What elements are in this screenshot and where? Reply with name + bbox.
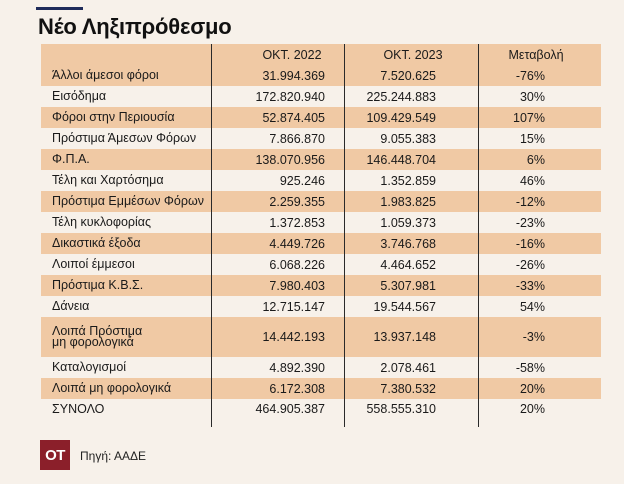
row-label: Δικαστικά έξοδα <box>52 236 141 250</box>
table-row <box>41 191 601 212</box>
row-label: Πρόστιμα Κ.Β.Σ. <box>52 278 144 292</box>
value-change: -33% <box>515 278 545 293</box>
value-oct-2022: 12.715.147 <box>262 299 325 314</box>
column-divider <box>344 44 345 427</box>
table-row <box>41 233 601 254</box>
value-oct-2023: 9.055.383 <box>380 131 436 146</box>
value-oct-2022: 7.980.403 <box>269 278 325 293</box>
row-label: Τέλη κυκλοφορίας <box>52 215 152 229</box>
table-row <box>41 86 601 107</box>
value-change: 20% <box>519 381 545 396</box>
column-divider <box>211 44 212 427</box>
value-oct-2022: 464.905.387 <box>255 402 325 416</box>
value-oct-2022: 14.442.193 <box>262 330 325 344</box>
row-label: Πρόστιμα Άμεσων Φόρων <box>52 131 197 145</box>
value-oct-2022: 4.892.390 <box>269 360 325 375</box>
value-oct-2022: 4.449.726 <box>269 236 325 251</box>
value-oct-2023: 13.937.148 <box>373 330 436 344</box>
source-note: Πηγή: ΑΑΔΕ <box>80 449 147 463</box>
table-row <box>41 296 601 317</box>
row-label: Φόροι στην Περιουσία <box>52 110 175 124</box>
value-oct-2023: 558.555.310 <box>366 402 436 416</box>
page-title: Νέο Ληξιπρόθεσμο <box>38 14 232 39</box>
value-change: 54% <box>519 299 545 314</box>
value-oct-2022: 1.372.853 <box>269 215 325 230</box>
value-oct-2022: 172.820.940 <box>255 89 325 104</box>
value-oct-2023: 7.380.532 <box>380 381 436 396</box>
value-change: 107% <box>513 110 545 125</box>
value-oct-2023: 1.352.859 <box>380 173 436 188</box>
value-change: -3% <box>522 330 545 344</box>
row-label: Εισόδημα <box>52 89 107 103</box>
value-oct-2023: 146.448.704 <box>366 152 436 167</box>
table-header <box>41 44 601 65</box>
value-change: -23% <box>515 215 545 230</box>
value-oct-2023: 1.059.373 <box>380 215 436 230</box>
value-change: -12% <box>515 194 545 209</box>
value-oct-2022: 6.172.308 <box>269 381 325 396</box>
value-change: -16% <box>515 236 545 251</box>
value-oct-2022: 2.259.355 <box>269 194 325 209</box>
data-table <box>41 44 601 427</box>
header-oct-2022: ΟΚΤ. 2022 <box>262 47 322 62</box>
table-row <box>41 275 601 296</box>
value-oct-2023: 1.983.825 <box>380 194 436 209</box>
value-oct-2022: 52.874.405 <box>262 110 325 125</box>
value-oct-2022: 138.070.956 <box>255 152 325 167</box>
row-label: Τέλη και Χαρτόσημα <box>52 173 164 187</box>
value-change: 46% <box>519 173 545 188</box>
value-oct-2022: 7.866.870 <box>269 131 325 146</box>
table-row <box>41 378 601 399</box>
value-oct-2023: 7.520.625 <box>380 68 436 83</box>
table-row <box>41 357 601 378</box>
value-oct-2023: 19.544.567 <box>373 299 436 314</box>
table-row <box>41 212 601 233</box>
row-label: Φ.Π.Α. <box>52 152 90 166</box>
table-row <box>41 317 601 357</box>
row-label: Λοιπά Πρόστιμα μη φορολογικά <box>52 324 143 349</box>
value-oct-2023: 3.746.768 <box>380 236 436 251</box>
row-label: Καταλογισμοί <box>52 360 127 374</box>
value-change: 6% <box>526 152 545 167</box>
row-label: Πρόστιμα Εμμέσων Φόρων <box>52 194 204 208</box>
row-label: Λοιπά μη φορολογικά <box>52 381 172 395</box>
header-change: Μεταβολή <box>508 47 564 62</box>
table-row <box>41 65 601 86</box>
ot-logo: ΟΤ <box>40 440 70 470</box>
value-oct-2023: 2.078.461 <box>380 360 436 375</box>
value-oct-2022: 925.246 <box>279 173 325 188</box>
value-change: -26% <box>515 257 545 272</box>
table-row <box>41 107 601 128</box>
value-oct-2023: 5.307.981 <box>380 278 436 293</box>
table-row <box>41 399 601 419</box>
row-label: Λοιποί έμμεσοι <box>52 257 135 271</box>
value-oct-2023: 4.464.652 <box>380 257 436 272</box>
value-change: -76% <box>515 68 545 83</box>
value-oct-2022: 31.994.369 <box>262 68 325 83</box>
value-oct-2022: 6.068.226 <box>269 257 325 272</box>
row-label: Δάνεια <box>52 299 90 313</box>
value-change: 20% <box>519 402 545 416</box>
column-divider <box>478 44 479 427</box>
row-label: Άλλοι άμεσοι φόροι <box>52 68 159 82</box>
table-row <box>41 128 601 149</box>
value-oct-2023: 109.429.549 <box>366 110 436 125</box>
value-change: -58% <box>515 360 545 375</box>
header-oct-2023: ΟΚΤ. 2023 <box>383 47 443 62</box>
value-change: 30% <box>519 89 545 104</box>
table-row <box>41 170 601 191</box>
row-label: ΣΥΝΟΛΟ <box>52 401 105 416</box>
title-accent-rule <box>36 7 83 10</box>
value-oct-2023: 225.244.883 <box>366 89 436 104</box>
table-row <box>41 254 601 275</box>
table-row <box>41 149 601 170</box>
value-change: 15% <box>519 131 545 146</box>
